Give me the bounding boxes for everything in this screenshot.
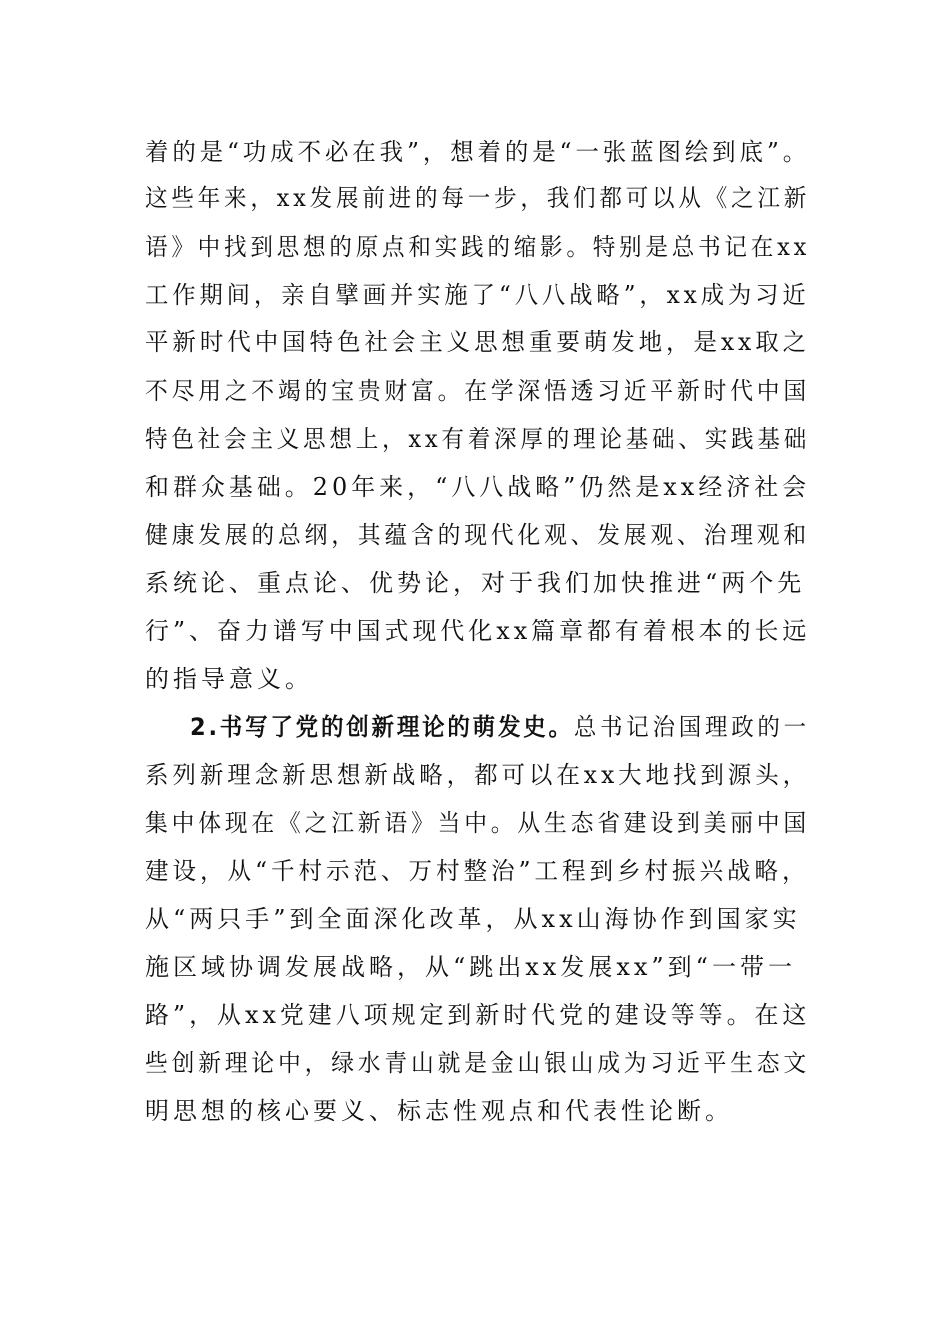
section-heading: 2.书写了党的创新理论的萌发史。 (190, 713, 574, 741)
text-line: 行”、奋力谱写中国式现代化xx篇章都有着根本的长远 (145, 617, 811, 645)
text-line: 明思想的核心要义、标志性观点和代表性论断。 (145, 1097, 733, 1125)
text-line: 着的是“功成不必在我”，想着的是“一张蓝图绘到底”。 (145, 138, 811, 166)
text-line: 语》中找到思想的原点和实践的缩影。特别是总书记在xx (145, 233, 811, 261)
text-line: 健康发展的总纲，其蕴含的现代化观、发展观、治理观和 (145, 521, 810, 549)
text-line: 建设，从“千村示范、万村整治”工程到乡村振兴战略， (145, 857, 810, 885)
text-line: 的指导意义。 (145, 665, 313, 693)
text-line: 工作期间，亲自擘画并实施了“八八战略”，xx成为习近 (145, 281, 810, 309)
text-line: 路”，从xx党建八项规定到新时代党的建设等等。在这 (145, 1001, 811, 1029)
text-line: 和群众基础。20年来，“八八战略”仍然是xx经济社会 (145, 473, 811, 501)
text-line: 系列新理念新思想新战略，都可以在xx大地找到源头， (145, 761, 811, 789)
text-line: 特色社会主义思想上，xx有着深厚的理论基础、实践基础 (145, 425, 811, 453)
text-line: 不尽用之不竭的宝贵财富。在学深悟透习近平新时代中国 (145, 377, 810, 405)
text-line: 集中体现在《之江新语》当中。从生态省建设到美丽中国 (145, 809, 810, 837)
text-line: 系统论、重点论、优势论，对于我们加快推进“两个先 (145, 569, 806, 597)
text-line: 从“两只手”到全面深化改革，从xx山海协作到国家实 (145, 905, 801, 933)
text-line: 这些年来，xx发展前进的每一步，我们都可以从《之江新 (145, 184, 811, 212)
text-line: 施区域协调发展战略，从“跳出xx发展xx”到“一带一 (145, 953, 796, 981)
text-line (190, 712, 810, 742)
text-line: 平新时代中国特色社会主义思想重要萌发地，是xx取之 (145, 328, 811, 356)
text-line: 些创新理论中，绿水青山就是金山银山成为习近平生态文 (145, 1049, 810, 1077)
heading-continuation: 总书记治国理政的一 (573, 713, 810, 741)
